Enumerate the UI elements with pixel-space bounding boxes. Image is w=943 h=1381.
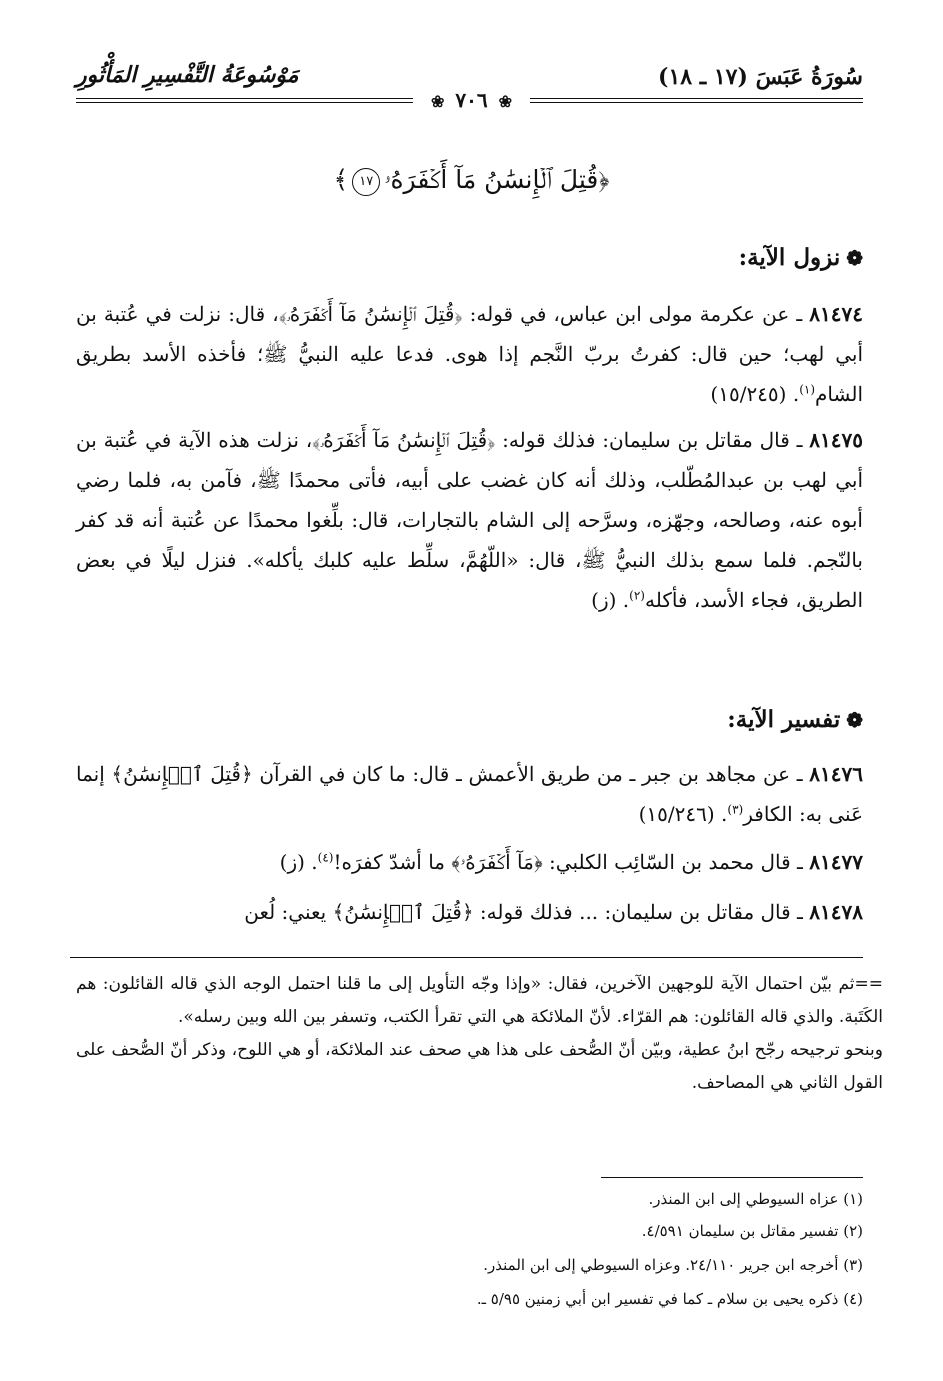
footnote-ref[interactable]: (٣) (727, 802, 744, 817)
section-heading: ❁نزول الآية: (738, 244, 863, 271)
hadith-number: ٨١٤٧٦ (809, 762, 864, 786)
footnote: (٢) تفسير مقاتل بن سليمان ٤/٥٩١. (641, 1222, 863, 1240)
verse-text: ﴿قُتِلَ ٱلۡإِنسَٰنُ مَآ أَكۡفَرَهُۥ (384, 165, 610, 194)
running-header-book-title: مَوْسُوعَةُ التَّفْسِيرِ المَأْثُورِ (76, 62, 299, 88)
hadith-paragraph (76, 420, 863, 620)
continuation-note (76, 968, 883, 1100)
footnote: (٤) ذكره يحيى بن سلام ـ كما في تفسير ابن أبي زمنين ٥/٩٥ ـ. (476, 1290, 863, 1308)
note-paragraph: وبنحو ترجيحه رجّح ابنُ عطية، وبيّن أنّ الصُّحف على هذا هي صحف عند الملائكة، أو هي اللوح، وذكر أنّ الصُّحف على القول الثاني هي المصاحف. (76, 1040, 883, 1093)
footnote-ref[interactable]: (٢) (629, 588, 645, 603)
ornament-icon: ❀ (498, 92, 512, 111)
page-number: ٧٠٦ (455, 88, 488, 112)
hadith-number: ٨١٤٧٤ (809, 302, 863, 326)
flower-ornament-icon: ❁ (846, 708, 863, 732)
hadith-text: ـ عن عكرمة مولى ابن عباس، في قوله: ﴿قُتِلَ ٱلۡإِنسَٰنُ مَآ أَكۡفَرَهُۥ﴾، قال: نزلت في عُتبة بن أبي لهب؛ حين قال: كفرتُ بربّ النَّجم إذا هوى. فدعا عليه النبيُّ ﷺ؛ فأخذه الأسد بطريق الشام (76, 302, 864, 406)
verse-close-bracket: ﴾ (333, 165, 349, 194)
footnote-ref[interactable]: (١) (799, 382, 816, 397)
hadith-reference: . (١٥/٢٤٦) (638, 802, 728, 826)
hadith-paragraph (76, 754, 863, 834)
flower-ornament-icon: ❁ (846, 246, 863, 270)
hadith-number: ٨١٤٧٥ (809, 428, 863, 452)
verse-title (0, 165, 943, 196)
ayah-number-icon: ١٧ (352, 168, 380, 196)
hadith-number: ٨١٤٧٧ (809, 850, 863, 874)
section-heading: ❁تفسير الآية: (727, 706, 863, 733)
hadith-text: ـ قال مقاتل بن سليمان: فذلك قوله: ﴿قُتِلَ ٱلۡإِنسَٰنُ مَآ أَكۡفَرَهُۥ﴾، نزلت هذه الآية في عُتبة بن أبي لهب بن عبدالمُطّلب، وذلك أنه كان غضب على أبيه، فأتى محمدًا ﷺ، فآمن به، فلما رضي أبوه عنه، وصالحه، وجهّزه، وسرَّحه إلى الشام بالتجارات، قال: بلِّغوا محمدًا عن عُتبة أنه قد كفر بالنّجم. فلما سمع بذلك النبيُّ ﷺ، قال: «اللّهُمَّ، سلِّط عليه كلبك يأكله». فنزل ليلًا في بعض الطريق، فجاء الأسد، فأكله (76, 428, 863, 612)
hadith-number: ٨١٤٧٨ (809, 900, 863, 924)
footnote-ref[interactable]: (٤) (317, 850, 334, 865)
hadith-text: ـ قال مقاتل بن سليمان: ... فذلك قوله: ﴿قُتِلَ ٱلۡإِنسَٰنُ﴾ يعني: لُعن (244, 900, 810, 924)
hadith-reference: . (ز) (591, 588, 630, 612)
hadith-paragraph (76, 892, 863, 932)
hadith-text: ـ عن مجاهد بن جبر ـ من طريق الأعمش ـ قال: ما كان في القرآن ﴿قُتِلَ ٱلۡإِنسَٰنُ﴾ إنما عَنى به: الكافر (76, 762, 863, 826)
page-number-wrap (413, 88, 530, 112)
footnote: (١) عزاه السيوطي إلى ابن المنذر. (648, 1190, 863, 1208)
running-header-surah: سُورَةُ عَبَسَ (١٧ ـ ١٨) (658, 64, 863, 90)
hadith-reference: . (ز) (279, 850, 318, 874)
hadith-paragraph (76, 842, 863, 882)
footnotes-divider (601, 1177, 863, 1178)
footnote: (٣) أخرجه ابن جرير ٢٤/١١٠. وعزاه السيوطي إلى ابن المنذر. (483, 1256, 863, 1274)
page-number-band (0, 88, 943, 112)
hadith-reference: . (١٥/٢٤٥) (710, 382, 800, 406)
ornament-icon: ❀ (431, 92, 445, 111)
hadith-text: ـ قال محمد بن السّائِب الكلبي: ﴿مَآ أَكۡفَرَهُۥ﴾ ما أشدّ كفرَه! (333, 850, 810, 874)
notes-divider (70, 957, 863, 958)
hadith-paragraph (76, 294, 863, 414)
note-paragraph: ==ثم بيّن احتمال الآية للوجهين الآخرين، فقال: «وإذا وجّه التأويل إلى ما قلنا احتمل الوجه الذي قاله القائلون: هم الكَتَبة. والذي قاله القائلون: هم القرّاء. لأنّ الملائكة هي التي تقرأ الكتب، وتسفر بين الله وبين رسله». (76, 974, 884, 1027)
